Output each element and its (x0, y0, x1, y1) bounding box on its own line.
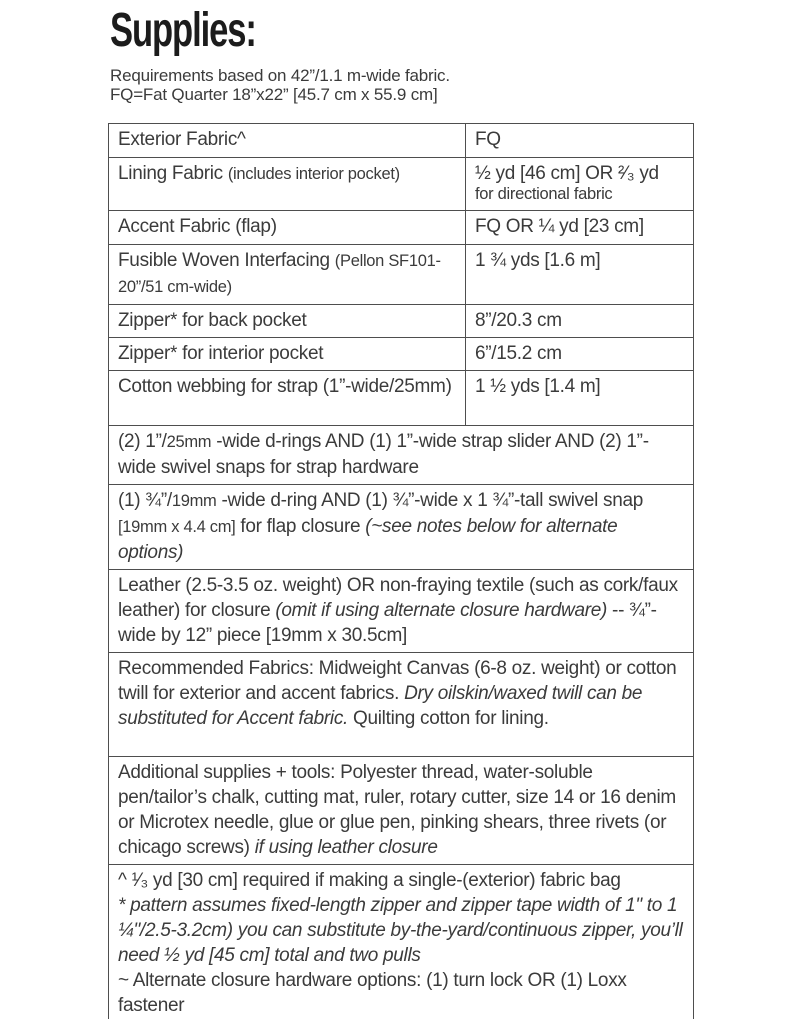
table-row (109, 158, 694, 211)
text-segment: -wide d-rings AND (1) 1”-wide strap slider AND (2) 1”-wide swivel snaps for strap hardware (118, 431, 649, 478)
page-title: Supplies: (110, 4, 256, 57)
item-text: Fusible Woven Interfacing (118, 250, 335, 271)
item-cell: Zipper* for interior pocket (109, 338, 466, 371)
table-row (109, 865, 694, 1019)
footnote-zipper (118, 893, 684, 968)
table-row (109, 653, 694, 757)
text-segment: Recommended Fabrics: Midweight Canvas (6-8 oz. weight) or cotton twill for exterior and accent fabrics. (118, 658, 677, 704)
text-segment-italic: (omit if using alternate closure hardware) (275, 600, 608, 621)
text-segment: * (118, 895, 131, 916)
text-segment: -- ¾”-wide by 12” piece [19mm x 30.5cm] (118, 600, 657, 646)
flap-hardware-cell (109, 485, 694, 570)
table-row (109, 305, 694, 338)
item-note: (includes interior pocket) (227, 165, 400, 183)
text-segment: (1) ¾”/ (118, 490, 172, 511)
recommended-fabrics-cell (109, 653, 694, 757)
text-segment-italic: Dry oilskin/waxed twill can be substituted for Accent fabric. (118, 683, 643, 729)
subtitle-line-1: Requirements based on 42”/1.1 m-wide fabric. (110, 66, 450, 85)
item-cell: Zipper* for back pocket (109, 305, 466, 338)
table-row (109, 570, 694, 653)
text-segment: for flap closure (235, 516, 366, 537)
text-segment-italic: if using leather closure (254, 837, 438, 858)
table-row (109, 338, 694, 371)
item-cell: Exterior Fabric^ (109, 124, 466, 158)
table-row (109, 485, 694, 570)
table-row (109, 426, 694, 485)
quantity-note: for directional fabric (475, 185, 613, 203)
quantity-cell (466, 158, 694, 211)
text-segment: Quilting cotton for lining. (348, 708, 549, 729)
text-segment: required if making a single-(exterior) fabric bag (242, 870, 621, 891)
quantity-text: ½ yd [46 cm] OR ²⁄₃ yd (475, 163, 659, 184)
text-segment: -wide d-ring AND (1) ¾”-wide x 1 ¾”-tall swivel snap (216, 490, 644, 511)
quantity-cell: 8”/20.3 cm (466, 305, 694, 338)
table-row (109, 371, 694, 426)
footnote-closure: ~ Alternate closure hardware options: (1) turn lock OR (1) Loxx fastener (118, 970, 627, 1016)
text-segment-italic: (~see notes below for alternate options) (118, 516, 618, 563)
item-cell (109, 158, 466, 211)
item-cell: Cotton webbing for strap (1”-wide/25mm) (109, 371, 466, 426)
subtitle-line-2: FQ=Fat Quarter 18”x22” [45.7 cm x 55.9 cm] (110, 84, 438, 104)
item-cell (109, 245, 466, 305)
quantity-cell: FQ OR ¼ yd [23 cm] (466, 211, 694, 245)
text-segment-small: [19mm x 4.4 cm] (118, 518, 236, 536)
subtitle (110, 67, 450, 104)
item-note: (Pellon SF101-20”/51 cm-wide) (118, 252, 441, 296)
text-segment-small: 25mm (166, 433, 212, 451)
text-segment-small: 19mm (171, 492, 217, 510)
table-row (109, 245, 694, 305)
table-row (109, 124, 694, 158)
table-row (109, 211, 694, 245)
quantity-cell: 6”/15.2 cm (466, 338, 694, 371)
text-segment: (2) 1”/ (118, 431, 167, 452)
text-segment: ^ ¹⁄₃ yd [30 cm] (118, 870, 243, 891)
footnote-exterior (118, 868, 684, 893)
leather-closure-cell (109, 570, 694, 653)
quantity-cell: 1 ¾ yds [1.6 m] (466, 245, 694, 305)
item-cell: Accent Fabric (flap) (109, 211, 466, 245)
quantity-cell: FQ (466, 124, 694, 158)
text-segment: Additional supplies + tools: Polyester thread, water-soluble pen/tailor’s chalk, cutting mat, ruler, rotary cutter, size 14 or 16 denim or Microtex needle, glue or glue pen, pinking shears, three rivets (or chicago screws) (118, 762, 676, 858)
footnotes-cell (109, 865, 694, 1019)
text-segment-italic: pattern assumes fixed-length zipper and zipper tape width of 1" to 1 ¼"/2.5-3.2cm) you can substitute by-the-yard/continuous zipper, you’ll need ½ yd [45 cm] total and two pulls (118, 895, 683, 966)
additional-supplies-cell (109, 757, 694, 865)
supplies-table (108, 123, 694, 1019)
strap-hardware-cell (109, 426, 694, 485)
item-text: Lining Fabric (118, 163, 228, 184)
table-row (109, 757, 694, 865)
text-segment: Leather (2.5-3.5 oz. weight) OR non-fraying textile (such as cork/faux leather) for closure (118, 575, 678, 621)
quantity-cell: 1 ½ yds [1.4 m] (466, 371, 694, 426)
